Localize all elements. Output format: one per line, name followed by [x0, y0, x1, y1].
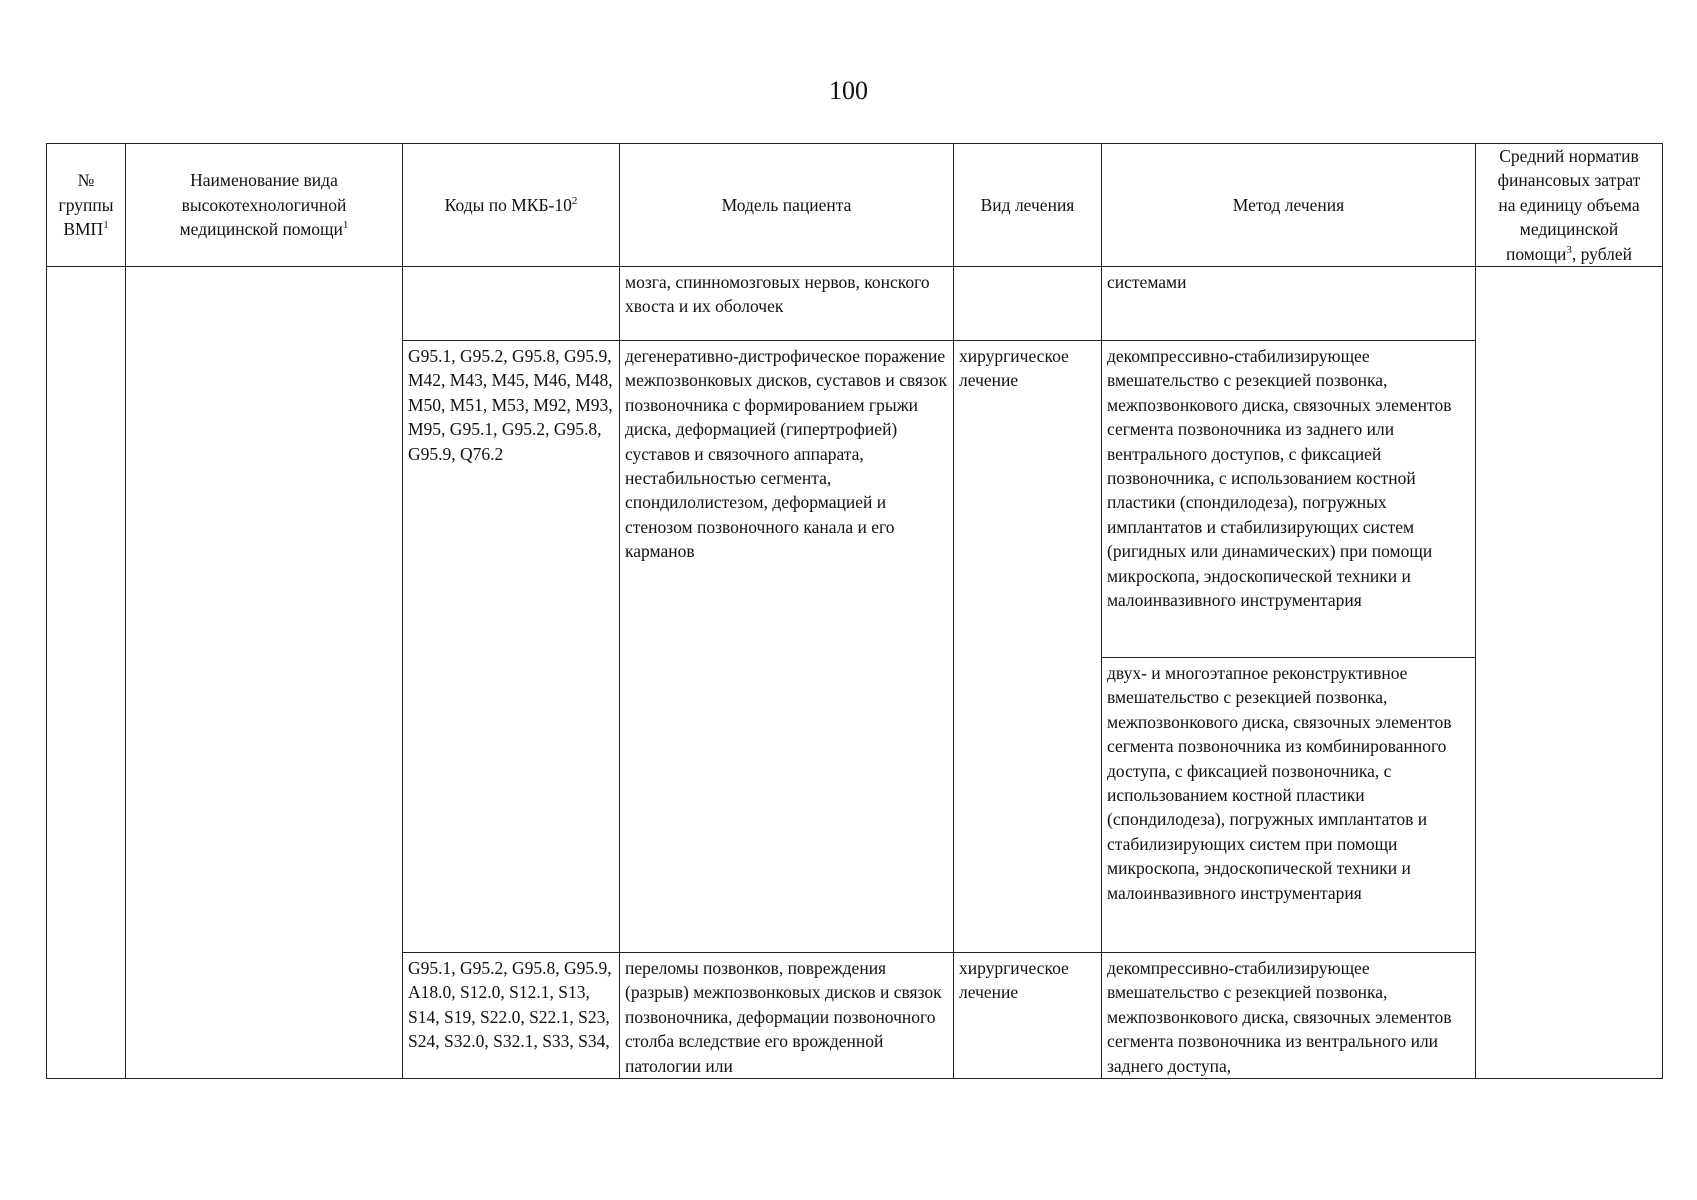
cell-icd-codes — [403, 267, 620, 341]
header-care-type-name: Наименование вида высокотехнологичной медицинской помощи$^1$ — [126, 144, 403, 267]
cell-treatment-type — [954, 267, 1102, 341]
cell-cost-standard — [1476, 267, 1663, 1079]
header-cost-standard: Средний норматив финансовых затрат на единицу объема медицинской помощи$^3$, рублей — [1476, 144, 1663, 267]
table-row — [47, 267, 1663, 341]
cell-treatment-method: системами — [1102, 267, 1476, 341]
cell-treatment-method: двух- и многоэтапное реконструктивное вмешательство с резекцией позвонка, межпозвонкового диска, связочных элементов сегмента позвоночника из комбинированного доступа, с фиксацией позвоночника, с использованием костной пластики (спондилодеза), погружных имплантатов и стабилизирующих систем при помощи микроскопа, эндоскопической техники и малоинвазивного инструментария — [1102, 658, 1476, 953]
header-icd-codes: Коды по МКБ-$10^2$ — [403, 144, 620, 267]
vmp-table — [46, 143, 1663, 1079]
header-treatment-method: Метод лечения — [1102, 144, 1476, 267]
cell-treatment-method: декомпрессивно-стабилизирующее вмешательство с резекцией позвонка, межпозвонкового диска, связочных элементов сегмента позвоночника из заднего или вентрального доступов, с фиксацией позвоночника, с использованием костной пластики (спондилодеза), погружных имплантатов и стабилизирующих систем (ригидных или динамических) при помощи микроскопа, эндоскопической техники и малоинвазивного инструментария — [1102, 341, 1476, 658]
header-treatment-type: Вид лечения — [954, 144, 1102, 267]
cell-patient-model: переломы позвонков, повреждения (разрыв) межпозвонковых дисков и связок позвоночника, деформации позвоночного столба вследствие его врожденной патологии или — [620, 953, 954, 1079]
cell-treatment-method: декомпрессивно-стабилизирующее вмешательство с резекцией позвонка, межпозвонкового диска, связочных элементов сегмента позвоночника из вентрального или заднего доступа, — [1102, 953, 1476, 1079]
cell-patient-model: мозга, спинномозговых нервов, конского хвоста и их оболочек — [620, 267, 954, 341]
cell-treatment-type: хирургическое лечение — [954, 341, 1102, 953]
cell-treatment-type: хирургическое лечение — [954, 953, 1102, 1079]
cell-care-type-name — [126, 267, 403, 1079]
cell-icd-codes: G95.1, G95.2, G95.8, G95.9, A18.0, S12.0, S12.1, S13, S14, S19, S22.0, S22.1, S23, S24, S32.0, S32.1, S33, S34, — [403, 953, 620, 1079]
header-group-number: № группы ВМП$^1$ — [47, 144, 126, 267]
cell-patient-model: дегенеративно-дистрофическое поражение межпозвонковых дисков, суставов и связок позвоночника с формированием грыжи диска, деформацией (гипертрофией) суставов и связочного аппарата, нестабильностью сегмента, спондилолистезом, деформацией и стенозом позвоночного канала и его карманов — [620, 341, 954, 953]
cell-icd-codes: G95.1, G95.2, G95.8, G95.9, M42, M43, M45, M46, M48, M50, M51, M53, M92, M93, M95, G95.1, G95.2, G95.8, G95.9, Q76.2 — [403, 341, 620, 953]
table-header-row — [47, 144, 1663, 267]
cell-group-number — [47, 267, 126, 1079]
page-number: 100 — [829, 76, 868, 105]
header-patient-model: Модель пациента — [620, 144, 954, 267]
